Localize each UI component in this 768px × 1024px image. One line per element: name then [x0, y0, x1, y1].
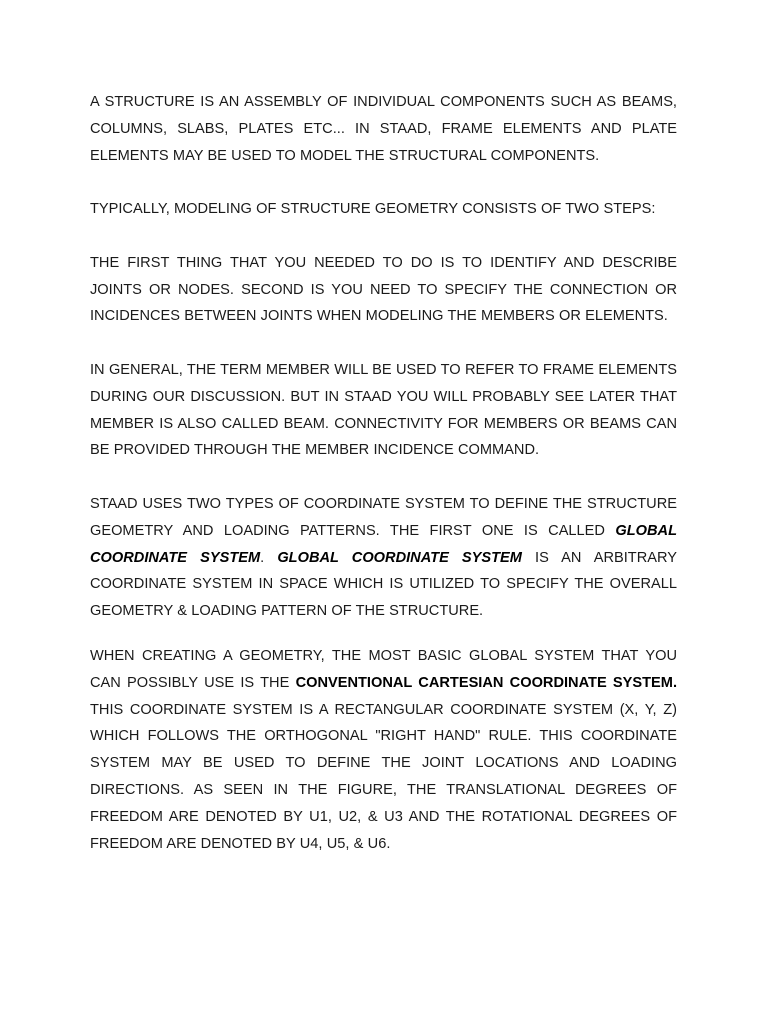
- paragraph-cartesian-system: [90, 643, 677, 857]
- document-body: [90, 89, 677, 884]
- paragraph-text: WHEN CREATING A GEOMETRY, THE MOST BASIC GLOBAL SYSTEM THAT YOU CAN POSSIBLY USE IS THE: [90, 647, 677, 691]
- paragraph-coordinate-systems: [90, 491, 677, 625]
- paragraph-text: STAAD USES TWO TYPES OF COORDINATE SYSTEM TO DEFINE THE STRUCTURE GEOMETRY AND LOADING PATTERNS. THE FIRST ONE IS CALLED: [90, 495, 677, 539]
- cartesian-coordinate-system-term: CONVENTIONAL CARTESIAN COORDINATE SYSTEM.: [295, 674, 677, 691]
- global-coordinate-system-term: GLOBAL COORDINATE SYSTEM: [277, 549, 522, 566]
- separator-text: .: [260, 549, 278, 566]
- paragraph-text: THIS COORDINATE SYSTEM IS A RECTANGULAR COORDINATE SYSTEM (X, Y, Z) WHICH FOLLOWS THE ORTHOGONAL "RIGHT HAND" RULE. THIS COORDINATE SYSTEM MAY BE USED TO DEFINE THE JOINT LOCATIONS AND LOADING DIRECTIONS. AS SEEN IN THE FIGURE, THE TRANSLATIONAL DEGREES OF FREEDOM ARE DENOTED BY U1, U2, & U3 AND THE ROTATIONAL DEGREES OF FREEDOM ARE DENOTED BY U4, U5, & U6.: [90, 701, 677, 852]
- paragraph-member-term: IN GENERAL, THE TERM MEMBER WILL BE USED TO REFER TO FRAME ELEMENTS DURING OUR DISCUSSION. BUT IN STAAD YOU WILL PROBABLY SEE LATER THAT MEMBER IS ALSO CALLED BEAM. CONNECTIVITY FOR MEMBERS OR BEAMS CAN BE PROVIDED THROUGH THE MEMBER INCIDENCE COMMAND.: [90, 361, 677, 459]
- paragraph-joints-and-incidences: THE FIRST THING THAT YOU NEEDED TO DO IS TO IDENTIFY AND DESCRIBE JOINTS OR NODES. SECOND IS YOU NEED TO SPECIFY THE CONNECTION OR INCIDENCES BETWEEN JOINTS WHEN MODELING THE MEMBERS OR ELEMENTS.: [90, 254, 677, 325]
- paragraph-text: IS AN ARBITRARY COORDINATE SYSTEM IN SPACE WHICH IS UTILIZED TO SPECIFY THE OVERALL GEOMETRY & LOADING PATTERN OF THE STRUCTURE.: [90, 549, 677, 620]
- global-coordinate-system-term: GLOBAL COORDINATE SYSTEM: [90, 522, 677, 566]
- paragraph-modeling-steps: TYPICALLY, MODELING OF STRUCTURE GEOMETRY CONSISTS OF TWO STEPS:: [90, 201, 656, 218]
- paragraph-structure-definition: A STRUCTURE IS AN ASSEMBLY OF INDIVIDUAL COMPONENTS SUCH AS BEAMS, COLUMNS, SLABS, PLATES ETC... IN STAAD, FRAME ELEMENTS AND PLATE ELEMENTS MAY BE USED TO MODEL THE STRUCTURAL COMPONENTS.: [90, 94, 677, 164]
